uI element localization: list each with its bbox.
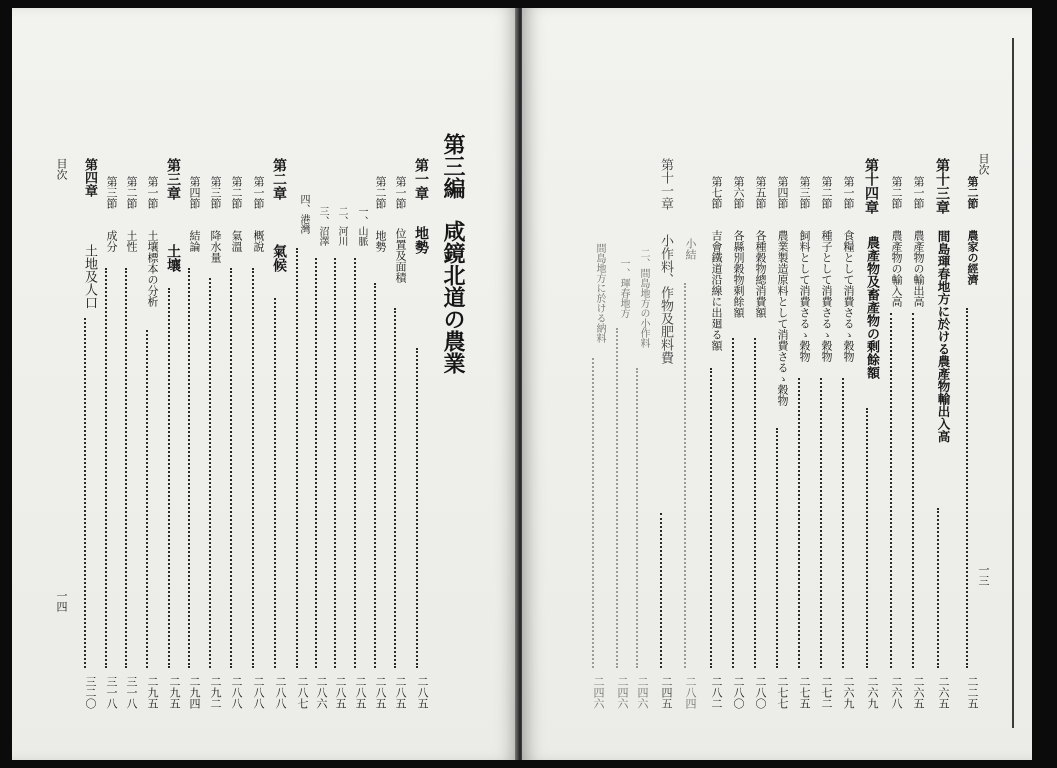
dot-leader (592, 358, 594, 668)
dot-leader (776, 428, 778, 668)
toc-entry[interactable]: 第十一章 小作料、作物及肥料費 二四五 (658, 158, 673, 709)
dot-leader (660, 513, 662, 668)
dot-leader (684, 283, 686, 668)
dot-leader (354, 258, 356, 668)
toc-entry[interactable]: 四、 港灣 二八七 (296, 194, 309, 709)
dot-leader (146, 330, 148, 668)
dot-leader (209, 278, 211, 668)
toc-entry[interactable]: 第二節 農家の經濟 二二五 (966, 176, 979, 709)
toc-entry[interactable]: 第二章 氣候 二八八 (271, 158, 287, 709)
dot-leader (394, 308, 396, 668)
toc-entry[interactable]: 第十四章 農產物及畜產物の剩餘額 二六九 (863, 158, 879, 709)
left-page (12, 8, 518, 760)
dot-leader (252, 268, 254, 668)
dot-leader (296, 248, 298, 668)
toc-entry[interactable]: 第三節 飼料として消費さるゝ穀物 二七五 (798, 176, 811, 709)
dot-leader (168, 288, 170, 668)
toc-entry[interactable]: 一、 山脈 二八五 (354, 206, 367, 709)
toc-entry[interactable]: 小結 二八四 (684, 238, 697, 709)
toc-entry[interactable]: 第五節 各種穀物總消費額 二八〇 (754, 176, 767, 709)
dot-leader (636, 368, 638, 668)
toc-entry[interactable]: 第一章 地勢 二八五 (413, 158, 429, 709)
dot-leader (334, 258, 336, 668)
toc-entry[interactable]: 間島地方に於ける納料 二四六 (592, 243, 605, 709)
part-title: 咸鏡北道の農業 (440, 220, 466, 374)
toc-entry[interactable]: 第四節 農業製造原料として消費さるゝ穀物 二七七 (776, 176, 789, 709)
toc-entry[interactable]: 第一節 位置及面積 二八五 (394, 176, 407, 709)
dot-leader (732, 338, 734, 668)
toc-entry[interactable]: 第二節 種子として消費さるゝ穀物 二七二 (820, 176, 833, 709)
dot-leader (84, 318, 86, 668)
running-header: 目次 (977, 153, 990, 175)
dot-leader (866, 408, 868, 668)
toc-entry[interactable]: 第三節 降水量 二九二 (209, 176, 222, 709)
page-number: 一三 (977, 564, 990, 586)
dot-leader (315, 258, 317, 668)
toc-entry[interactable]: 第三節 成分 三一八 (105, 176, 118, 709)
dot-leader (890, 313, 892, 668)
toc-entry[interactable]: 第三章 土壤 二九五 (165, 158, 181, 709)
dot-leader (616, 328, 618, 668)
toc-entry[interactable]: 第二節 地勢 二八五 (374, 176, 387, 709)
toc-entry[interactable]: 第四章 土地及人口 三二〇 (82, 158, 97, 709)
toc-entry[interactable]: 第四節 結論 二九四 (188, 176, 201, 709)
toc-entry[interactable]: 第六節 各縣別穀物剩餘額 二八〇 (732, 176, 745, 709)
toc-entry[interactable]: 第二節 氣溫 二八八 (230, 176, 243, 709)
page-number: 一四 (55, 590, 68, 612)
dot-leader (754, 338, 756, 668)
dot-leader (374, 283, 376, 668)
dot-leader (966, 308, 968, 668)
toc-entry[interactable]: 第二節 農產物の輸入高 二六八 (890, 176, 903, 709)
dot-leader (937, 508, 939, 668)
dot-leader (105, 268, 107, 668)
part-heading (434, 8, 464, 760)
dot-leader (188, 268, 190, 668)
toc-entry[interactable]: 第一節 概說 二八八 (252, 176, 265, 709)
toc-entry[interactable]: 第十三章 間島琿春地方に於ける農產物輸出入高 二六五 (934, 158, 951, 709)
part-number: 第三編 (440, 133, 466, 199)
toc-entry[interactable]: 第二節 土性 三一八 (125, 176, 138, 709)
dot-leader (125, 268, 127, 668)
dot-leader (416, 348, 418, 668)
dot-leader (842, 378, 844, 668)
dot-leader (798, 378, 800, 668)
dot-leader (710, 368, 712, 668)
toc-entry[interactable]: 二、 河川 二八五 (334, 206, 347, 709)
page-rule (1012, 38, 1014, 728)
dot-leader (820, 378, 822, 668)
toc-entry[interactable]: 第一節 農產物の輸出高 二六五 (912, 176, 925, 709)
toc-entry[interactable]: 第七節 吉會鐵道沿線に出廻る額 二八二 (710, 176, 723, 709)
toc-entry[interactable]: 二、間島地方の小作料 二四六 (636, 248, 649, 709)
running-header: 目次 (55, 158, 68, 180)
right-page (522, 8, 1032, 760)
toc-entry[interactable]: 三、 沼澤 二八六 (315, 206, 328, 709)
toc-entry[interactable]: 第一節 土壤標本の分析 二九五 (146, 176, 159, 709)
dot-leader (274, 298, 276, 668)
toc-entry[interactable]: 第一節 食糧として消費さるゝ穀物 二六九 (842, 176, 855, 709)
dot-leader (912, 313, 914, 668)
toc-entry[interactable]: 一、琿春地方 二四六 (616, 258, 629, 709)
dot-leader (230, 268, 232, 668)
